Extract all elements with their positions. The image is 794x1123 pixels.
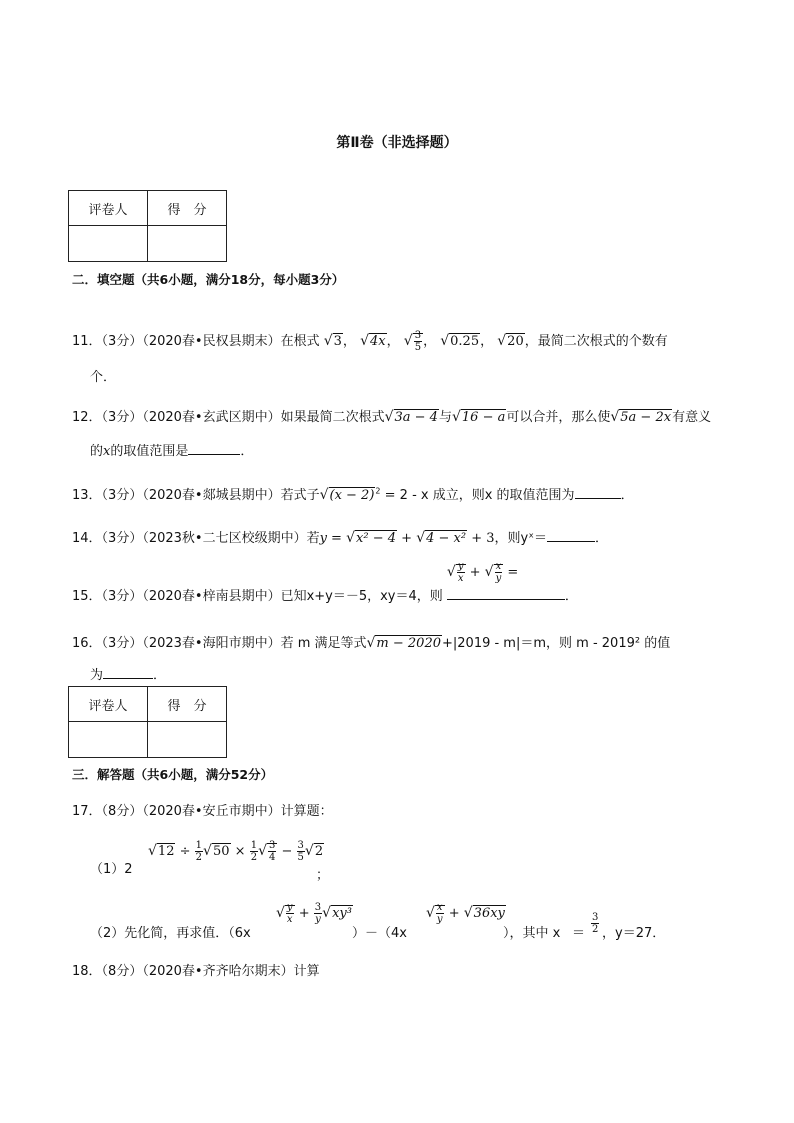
question-12-line2: 的x的取值范围是 ． <box>90 444 254 459</box>
radical: √0.25 <box>440 333 480 349</box>
score-header: 得 分 <box>148 191 227 226</box>
score-cell[interactable] <box>148 226 227 262</box>
section-3-heading: 三．解答题（共6小题，满分52分） <box>72 767 274 782</box>
radical: √x² − 4 <box>346 530 396 546</box>
answer-blank[interactable] <box>188 442 240 455</box>
question-17-part1-expression: √12 ÷ $\frac{1}{2}$ √50 × $\frac{1}{2}$ √ $\frac{3}{4}$ − $\frac{3}{5}$ √2 <box>148 840 324 863</box>
answer-blank[interactable] <box>547 529 595 542</box>
radical: √20 <box>497 333 524 349</box>
radical: √4x <box>360 333 386 349</box>
score-cell[interactable] <box>148 722 227 758</box>
radical: √3a − 4 <box>384 409 438 425</box>
question-17-part2-eq: ＝ <box>572 926 586 941</box>
question-17-part2-expr2: √ $\frac{x}{y}$ + √36xy <box>426 902 505 925</box>
radical: √4 − x² <box>416 530 467 546</box>
grader-cell[interactable] <box>69 722 148 758</box>
question-11: 11．（3分）（2020春•民权县期末）在根式 √3， √4x， √ $\frac{3}{5}$ ， √0.25， √20，最简二次根式的个数有 <box>72 330 668 353</box>
radical-fraction: √ $\frac{3}{5}$ <box>403 330 422 353</box>
question-17-part2-end: ，y＝27． <box>602 926 666 941</box>
question-17-part2-expr1: √ $\frac{y}{x}$ + $\frac{3}{y}$ √xy³ <box>276 902 352 925</box>
score-header: 得 分 <box>148 687 227 722</box>
question-17-part2-where: ），其中 x <box>503 926 561 941</box>
section-2-heading: 二．填空题（共6小题，满分18分，每小题3分） <box>72 272 345 287</box>
score-table <box>68 190 227 262</box>
radical: √m − 2020 <box>366 635 441 651</box>
question-17-part1-label: （1）2 <box>90 862 133 877</box>
question-16-line2: 为 ． <box>90 668 167 683</box>
question-17-part1-end: ； <box>316 868 330 883</box>
question-17-part2: （2）先化简，再求值．（6x <box>90 926 251 941</box>
question-15: 15．（3分）（2020春•梓南县期中）已知x+y＝－5，xy＝4，则 √ $\frac{y}{x}$ + √ $\frac{x}{y}$ = ． <box>72 561 578 604</box>
page-title: 第Ⅱ卷（非选择题） <box>336 135 458 151</box>
score-table-2 <box>68 686 227 758</box>
question-18: 18．（8分）（2020春•齐齐哈尔期末）计算 <box>72 964 320 979</box>
question-14: 14．（3分）（2023秋•二七区校级期中）若y = √x² − 4 + √4 − x² + 3，则yˣ＝ ． <box>72 530 609 546</box>
radical: √3 <box>323 333 342 349</box>
question-11-line2: 个． <box>90 370 117 385</box>
grader-cell[interactable] <box>69 226 148 262</box>
radical: √16 − a <box>451 409 506 425</box>
question-17-part2-mid: ）－（4x <box>352 926 407 941</box>
grader-header: 评卷人 <box>69 687 148 722</box>
question-13: 13．（3分）（2020春•郯城县期中）若式子$√(x - 2)^2 = 2 - x$ 成立，则x 的取值范围为 ． <box>72 486 634 503</box>
answer-blank[interactable] <box>446 561 565 600</box>
sqrt-sum-expression: √ $\frac{y}{x}$ + √ $\frac{x}{y}$ = <box>446 561 519 584</box>
question-16: 16．（3分）（2023春•海阳市期中）若 m 满足等式√m − 2020+|2019 - m|＝m，则 m - 2019² 的值 <box>72 635 671 651</box>
radical: √5a − 2x <box>610 409 672 425</box>
answer-blank[interactable] <box>575 486 621 499</box>
question-12: 12．（3分）（2020春•玄武区期中）如果最简二次根式√3a − 4与√16 − a可以合并，那么使√5a − 2x有意义 <box>72 409 712 425</box>
radical: √(x − 2) <box>319 487 375 503</box>
question-17: 17．（8分）（2020春•安丘市期中）计算题： <box>72 804 333 819</box>
grader-header: 评卷人 <box>69 191 148 226</box>
question-17-part2-fraction: $\frac{3}{2}$ <box>592 912 599 935</box>
answer-blank[interactable] <box>103 666 153 679</box>
